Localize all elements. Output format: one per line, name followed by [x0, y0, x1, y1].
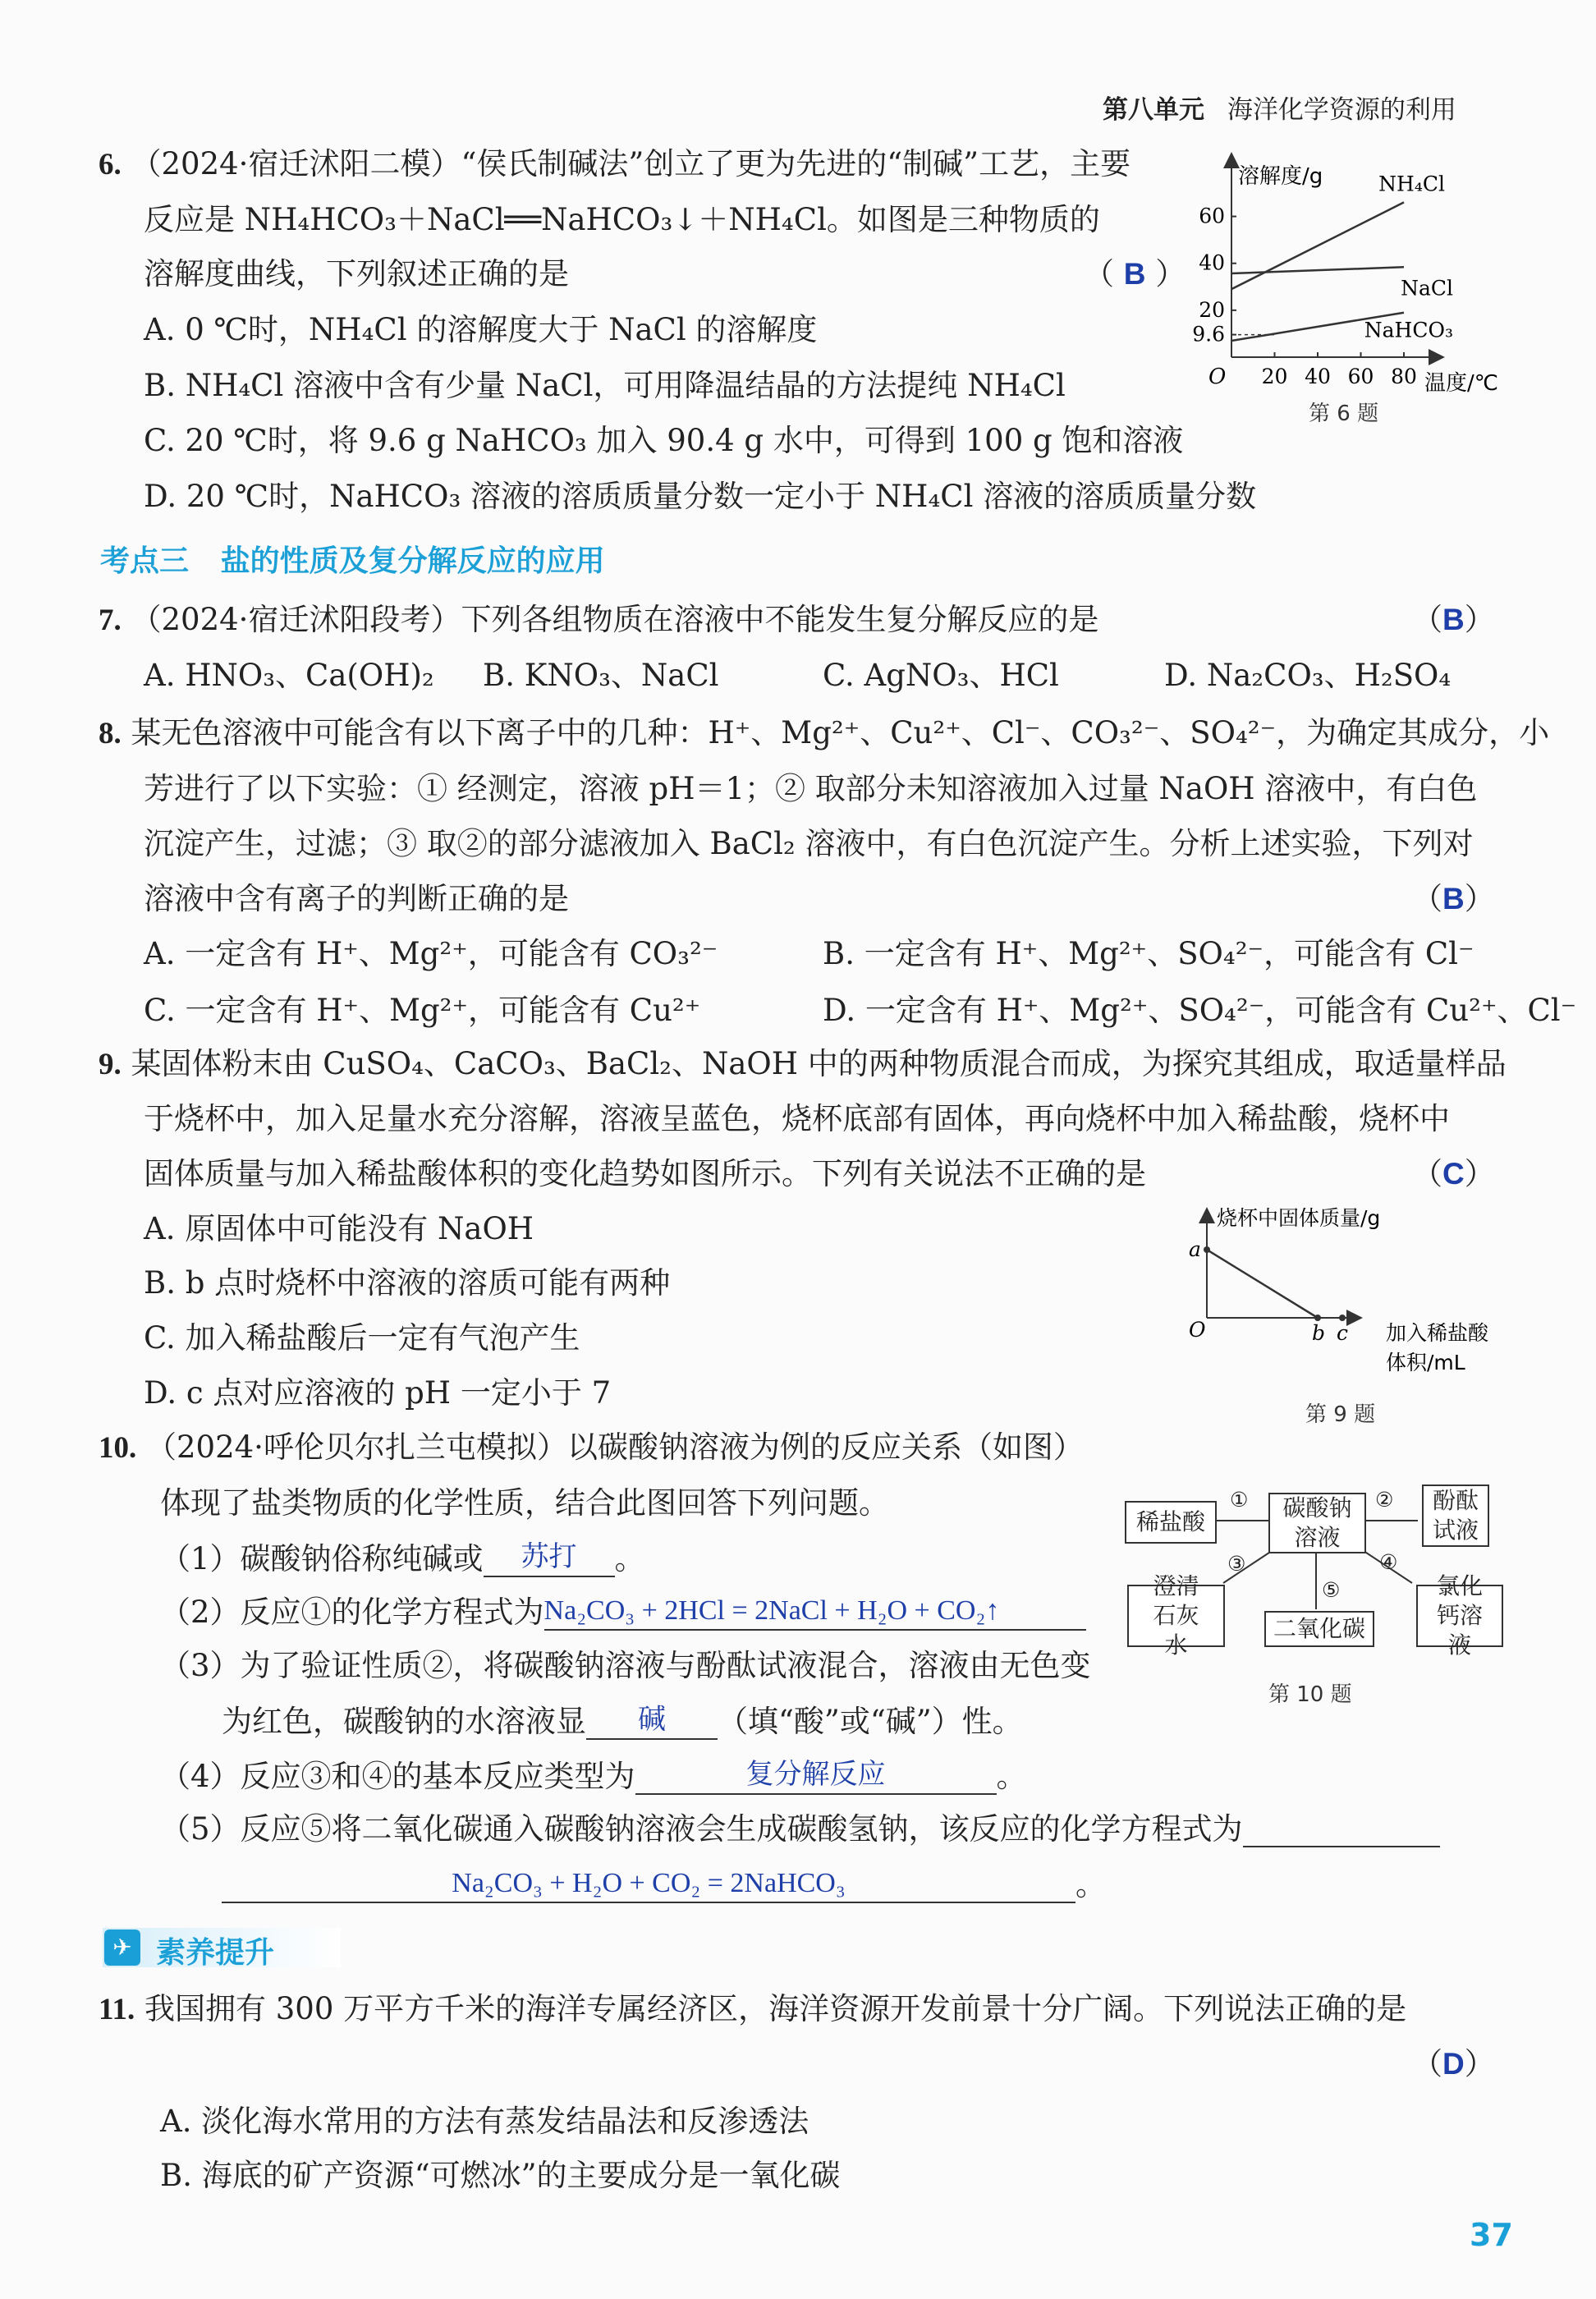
q6-option-b: B. NH₄Cl 溶液中含有少量 NaCl，可用降温结晶的方法提纯 NH₄Cl	[144, 368, 1066, 403]
q9-line3: 固体质量与加入稀盐酸体积的变化趋势如图所示。下列有关说法不正确的是	[144, 1156, 1146, 1191]
q10-line1: 10. （2024·呼伦贝尔扎兰屯模拟）以碳酸钠溶液为例的反应关系（如图）	[99, 1429, 1084, 1465]
q10-line2: 体现了盐类物质的化学性质，结合此图回答下列问题。	[160, 1485, 889, 1521]
q8-answer-bracket: （B）	[1412, 881, 1495, 916]
q6-text1: （2024·宿迁沭阳二模）“侯氏制碱法”创立了更为先进的“制碱”工艺，主要	[131, 146, 1131, 181]
q10-part3b: 为红色，碳酸钠的水溶液显 碱 （填“酸”或“碱”）性。	[222, 1704, 1023, 1739]
chart-origin: O	[1208, 365, 1227, 389]
box-phenolphthalein: 酚酞试液	[1422, 1484, 1489, 1547]
page-number: 37	[1470, 2217, 1513, 2253]
solubility-chart	[1182, 140, 1527, 435]
q6-number: 6.	[99, 148, 122, 181]
q9-line2: 于烧杯中，加入足量水充分溶解，溶液呈蓝色，烧杯底部有固体，再向烧杯中加入稀盐酸，烧杯中	[144, 1101, 1450, 1136]
marker-4: ④	[1379, 1550, 1398, 1574]
q10-part4: （4）反应③和④的基本反应类型为 复分解反应 。	[160, 1759, 1027, 1794]
point-c	[1339, 1315, 1346, 1321]
q9-answer: C	[1442, 1157, 1465, 1191]
chart-series-line	[1231, 267, 1404, 273]
chart-xlabel: 温度/℃	[1424, 371, 1498, 396]
q8-line4: 溶液中含有离子的判断正确的是	[144, 881, 569, 916]
label-b: b	[1312, 1321, 1326, 1345]
q6-line1	[99, 146, 1130, 183]
q7-stem: 7. （2024·宿迁沭阳段考）下列各组物质在溶液中不能发生复分解反应的是	[99, 602, 1099, 637]
q10-part5-answer-line: Na₂CO₃ + H₂O + CO₂ = 2NaHCO₃ 。	[222, 1865, 1106, 1903]
q10-part5: （5）反应⑤将二氧化碳通入碳酸钠溶液会生成碳酸氢钠，该反应的化学方程式为	[160, 1811, 1440, 1847]
q9-option-c: C. 加入稀盐酸后一定有气泡产生	[144, 1320, 580, 1356]
q10-answer3: 碱	[586, 1702, 718, 1740]
q11-option-a: A. 淡化海水常用的方法有蒸发结晶法和反渗透法	[160, 2104, 809, 2139]
chart-ytick-label: 20	[1199, 297, 1225, 322]
solid-mass-graph	[1166, 1199, 1527, 1396]
q10-answer1: 苏打	[484, 1540, 615, 1577]
box-carbon-dioxide: 二氧化碳	[1264, 1611, 1374, 1647]
box-limewater: 澄清石灰水	[1127, 1585, 1225, 1647]
chart-series-label: NH₄Cl	[1378, 172, 1445, 196]
q9-number: 9.	[99, 1048, 122, 1081]
q6-line2: 反应是 NH₄HCO₃＋NaCl══NaHCO₃↓＋NH₄Cl。如图是三种物质的	[144, 202, 1100, 237]
graph-xlabel2: 体积/mL	[1386, 1351, 1465, 1374]
q9-answer-bracket: （C）	[1412, 1156, 1495, 1191]
chart-xtick-label: 20	[1261, 365, 1288, 388]
graph-xlabel1: 加入稀盐酸	[1386, 1321, 1489, 1345]
q10-answer5: Na₂CO₃ + H₂O + CO₂ = 2NaHCO₃	[222, 1865, 1075, 1903]
running-header	[1103, 89, 1456, 126]
q10-answer2: Na₂CO₃ + 2HCl = 2NaCl + H₂O + CO₂↑	[544, 1593, 1086, 1631]
q6-option-d: D. 20 ℃时，NaHCO₃ 溶液的溶质质量分数一定小于 NH₄Cl 溶液的溶质质量分数	[144, 479, 1257, 514]
q7-number: 7.	[99, 603, 122, 637]
q11-answer: D	[1442, 2047, 1465, 2081]
unit-title: 海洋化学资源的利用	[1227, 95, 1456, 125]
q6-line3: 溶解度曲线，下列叙述正确的是	[144, 256, 569, 291]
q7-option-b: B. KNO₃、NaCl	[483, 658, 719, 693]
q8-line2: 芳进行了以下实验：① 经测定，溶液 pH＝1；② 取部分未知溶液加入过量 NaOH 溶液中，有白色	[144, 771, 1478, 806]
chart-xtick-label: 80	[1391, 365, 1417, 388]
q6-answer-bracket: （ B ）	[1084, 256, 1186, 291]
section-3-label: 考点三	[100, 544, 190, 578]
rocket-icon: ✈	[104, 1930, 140, 1966]
q6-option-c: C. 20 ℃时，将 9.6 g NaHCO₃ 加入 90.4 g 水中，可得到 100 g 饱和溶液	[144, 423, 1184, 458]
q8-number: 8.	[99, 717, 122, 750]
q11-stem: 11. 我国拥有 300 万平方千米的海洋专属经济区，海洋资源开发前景十分广阔。下列说法正确的是	[99, 1991, 1407, 2026]
chart-series-label: NaCl	[1401, 276, 1453, 301]
q6-caption: 第 6 题	[1309, 402, 1379, 426]
marker-5: ⑤	[1322, 1578, 1341, 1602]
chart-xtick-label: 60	[1347, 365, 1374, 388]
chart-ytick-label: 40	[1199, 250, 1225, 275]
label-o: O	[1189, 1318, 1206, 1342]
q7-option-a: A. HNO₃、Ca(OH)₂	[144, 658, 434, 693]
q6-option-a: A. 0 ℃时，NH₄Cl 的溶解度大于 NaCl 的溶解度	[144, 312, 818, 347]
q10-part3a: （3）为了验证性质②，将碳酸钠溶液与酚酞试液混合，溶液由无色变	[160, 1648, 1091, 1683]
q11-option-b: B. 海底的矿产资源“可燃冰”的主要成分是一氧化碳	[160, 2158, 841, 2193]
chart-ytick-label: 9.6	[1192, 322, 1225, 346]
q7-answer: B	[1442, 603, 1465, 636]
marker-1: ①	[1230, 1488, 1249, 1512]
q8-line1: 8. 某无色溶液中可能含有以下离子中的几种：H⁺、Mg²⁺、Cu²⁺、Cl⁻、CO₃²⁻、SO₄²⁻，为确定其成分，小	[99, 715, 1550, 750]
q8-answer: B	[1442, 882, 1465, 915]
q8-line3: 沉淀产生，过滤；③ 取②的部分滤液加入 BaCl₂ 溶液中，有白色沉淀产生。分析上述实验，下列对	[144, 826, 1474, 861]
q8-option-a: A. 一定含有 H⁺、Mg²⁺，可能含有 CO₃²⁻	[144, 936, 718, 971]
label-a: a	[1189, 1237, 1201, 1261]
q9-option-b: B. b 点时烧杯中溶液的溶质可能有两种	[144, 1265, 671, 1301]
q8-option-d: D. 一定含有 H⁺、Mg²⁺、SO₄²⁻，可能含有 Cu²⁺、Cl⁻	[823, 993, 1577, 1028]
graph-ylabel: 烧杯中固体质量/g	[1217, 1206, 1381, 1230]
chart-xtick-label: 40	[1305, 365, 1331, 388]
marker-2: ②	[1375, 1488, 1394, 1512]
q9-caption: 第 9 题	[1305, 1402, 1376, 1427]
chart-ytick-label: 60	[1199, 204, 1225, 228]
box-calcium-chloride: 氯化钙溶液	[1416, 1585, 1503, 1647]
q10-answer4: 复分解反应	[635, 1757, 997, 1795]
q10-part1: （1）碳酸钠俗称纯碱或 苏打 。	[160, 1541, 645, 1576]
chart-series-label: NaHCO₃	[1364, 318, 1453, 342]
unit-label: 第八单元	[1103, 95, 1204, 125]
q8-option-b: B. 一定含有 H⁺、Mg²⁺、SO₄²⁻，可能含有 Cl⁻	[823, 936, 1474, 971]
q10-caption: 第 10 题	[1268, 1682, 1352, 1707]
q8-option-c: C. 一定含有 H⁺、Mg²⁺，可能含有 Cu²⁺	[144, 993, 701, 1028]
section-3-title: 盐的性质及复分解反应的应用	[220, 544, 605, 578]
q7-option-d: D. Na₂CO₃、H₂SO₄	[1164, 658, 1452, 693]
chart-series-line	[1231, 202, 1404, 289]
point-b	[1314, 1315, 1321, 1321]
chart-ylabel: 溶解度/g	[1238, 164, 1323, 189]
box-hydrochloric-acid: 稀盐酸	[1125, 1501, 1217, 1544]
q9-line1: 9. 某固体粉末由 CuSO₄、CaCO₃、BaCl₂、NaOH 中的两种物质混合而成，为探究其组成，取适量样品	[99, 1046, 1507, 1081]
reaction-diagram	[1125, 1478, 1519, 1675]
q7-option-c: C. AgNO₃、HCl	[823, 658, 1059, 693]
marker-3: ③	[1227, 1552, 1246, 1576]
section-3-heading	[100, 538, 605, 580]
q11-answer-bracket: （D）	[1412, 2046, 1495, 2081]
mass-curve	[1207, 1250, 1318, 1318]
section-4-title: 素养提升	[156, 1936, 275, 1970]
q9-option-d: D. c 点对应溶液的 pH 一定小于 7	[144, 1375, 612, 1411]
box-sodium-carbonate: 碳酸钠溶液	[1268, 1493, 1366, 1553]
q9-option-a: A. 原固体中可能没有 NaOH	[144, 1211, 534, 1246]
q10-part2: （2）反应①的化学方程式为Na₂CO₃ + 2HCl = 2NaCl + H₂O + CO₂↑	[160, 1593, 1086, 1631]
point-a	[1204, 1246, 1210, 1253]
q7-answer-bracket: （B）	[1412, 602, 1495, 637]
q11-number: 11.	[99, 1993, 135, 2026]
q10-number: 10.	[99, 1431, 137, 1465]
q6-answer: B	[1123, 257, 1146, 291]
label-c: c	[1337, 1321, 1349, 1345]
